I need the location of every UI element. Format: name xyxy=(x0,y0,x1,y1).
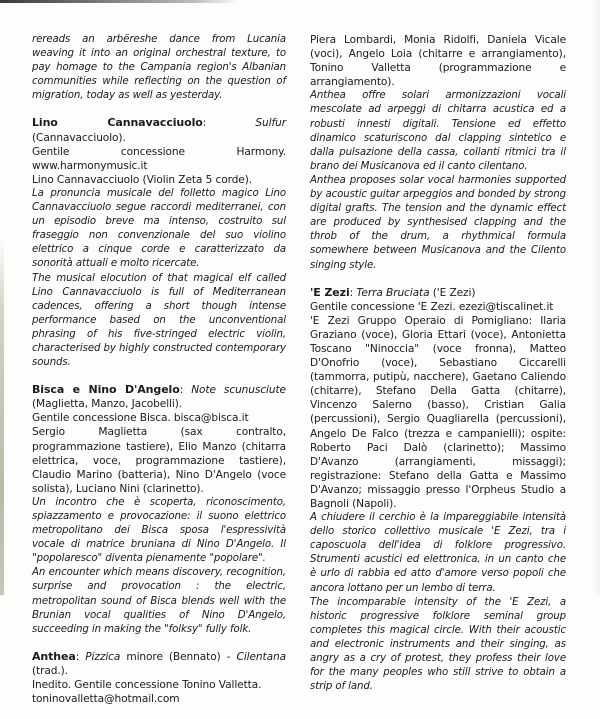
description-italian: A chiudere il cerchio è la impareggiabile intensità dello storico collettivo musicale 'E Zezi, tra i caposcuola dell'idea di folklore progressivo. Strumenti acustici ed elettronica, in un canto che è urlo di rabbia ed atto d'amore verso popoli che ancora lottano per un lembo di terra. xyxy=(310,512,566,594)
entry-anthea xyxy=(32,650,286,706)
composer-credit: (trad.). xyxy=(32,664,68,677)
entry-lino-cannavacciuolo xyxy=(32,116,286,370)
right-column xyxy=(310,33,566,707)
composer-credit: ('E Zezi) xyxy=(429,286,476,299)
entry-heading: 'E Zezi: Terra Bruciata ('E Zezi) xyxy=(310,285,476,299)
concession: Gentile concessione Harmony. www.harmonymusic.it xyxy=(32,145,286,172)
description-english: The musical elocution of that magical elf called Lino Cannavacciuolo is full of Mediterranean cadences, offering a short though intense performance based on the unconventional phrasing of his five-stringed electric violin, characterised by highly constructed contemporary sounds. xyxy=(32,272,286,369)
concession: Gentile concessione Bisca. bisca@bisca.it xyxy=(32,412,249,425)
scan-left-edge xyxy=(0,240,4,595)
concession: Inedito. Gentile concessione Tonino Valletta. xyxy=(32,679,262,692)
entry-heading: Anthea: Pizzica minore (Bennato) - Cilentana (trad.). xyxy=(32,649,286,677)
description-italian: Un incontro che è scoperta, riconoscimento, spiazzamento e provocazione: il suono elettrico metropolitano dei Bisca sposa l'espressività vocale di matrice bruniana di Nino D'Angelo. Il "popolaresco" diventa pienamente "popolare". xyxy=(32,496,286,565)
track-title: Note scunusciute xyxy=(191,384,286,397)
description-english: Anthea proposes solar vocal harmonies supported by acoustic guitar arpeggios and bonded by strong digital grafts. The tension and the dynamic effect are produced by synthesised clapping and the throb of the drum, a rhythmical formula somewhere between Musicanova and the Cilento singing style. xyxy=(310,174,566,271)
scan-top-edge xyxy=(0,0,240,3)
entry-heading: Lino Cannavacciuolo: Sulfur (Cannavacciuolo). xyxy=(32,116,286,144)
description-english: The incomparable intensity of the 'E Zezi, a historic progressive folklore seminal group completes this magical circle. With their acoustic and electronic instruments and their singing, as angry as a cry of protest, they profess their love for the many peoples who still strive to obtain a strip of land. xyxy=(310,596,566,693)
intro-continued xyxy=(32,33,286,103)
artist-name: 'E Zezi xyxy=(310,285,350,299)
personnel: Sergio Maglietta (sax contralto, programmazione tastiere), Elio Manzo (chitarra elettrica, voce, programmazione tastiere), Claudio Marino (batteria), Nino D'Angelo (voce solista), Luciano Nini (clarinetto). xyxy=(32,426,286,495)
personnel: Lino Cannavacciuolo (Violin Zeta 5 corde). xyxy=(32,173,253,186)
artist-name: Bisca e Nino D'Angelo xyxy=(32,383,180,397)
entry-heading: Bisca e Nino D'Angelo: Note scunusciute (Maglietta, Manzo, Jacobelli). xyxy=(32,383,286,411)
artist-name: Anthea xyxy=(32,649,76,663)
track-title: Pizzica xyxy=(85,650,121,663)
composer-credit: (Maglietta, Manzo, Jacobelli). xyxy=(32,398,183,411)
entry-anthea-continued xyxy=(310,33,566,273)
concession: Gentile concessione 'E Zezi. ezezi@tiscalinet.it xyxy=(310,300,554,313)
contact-email: toninovalletta@hotmail.com xyxy=(32,693,180,706)
description-english: An encounter which means discovery, recognition, surprise and provocation : the electric, metropolitan sound of Bisca blends well with the Brunian vocal qualities of Nino D'Angelo, succeeding in making the "folksy" fully folk. xyxy=(32,567,286,635)
description-italian: La pronuncia musicale del folletto magico Lino Cannavacciuolo segue raccordi mediterranei, con un episodio breve ma intenso, costruito sul fraseggio non convenzionale del suo violino elettrico a cinque corde e caratterizzato da sonorità attuali e molto ricercate. xyxy=(32,187,286,270)
composer-credit: (Cannavacciuolo). xyxy=(32,131,126,144)
left-column xyxy=(32,33,286,719)
entry-bisca-nino-dangelo xyxy=(32,383,286,637)
track-title: Terra Bruciata xyxy=(356,286,430,299)
entry-e-zezi xyxy=(310,286,566,695)
personnel: Piera Lombardi, Monia Ridolfi, Daniela Vicale (voci), Angelo Loia (chitarre e arrangiamento), Tonino Valletta (programmazione e arrangiamento). xyxy=(310,34,566,89)
scan-right-edge xyxy=(592,0,600,595)
description-italian: Anthea offre solari armonizzazioni vocali mescolate ad arpeggi di chitarra acustica ed a robusti innesti digitali. Tensione ed effetto dinamico scaturiscono dal clapping sintetico e dalla pulsazione della cassa, collanti ritmici tra il brano dei Musicanova ed il canto cilentano. xyxy=(310,90,566,172)
artist-name: Lino Cannavacciuolo xyxy=(32,116,203,130)
intro-text: rereads an arbëreshe dance from Lucania weaving it into an original orchestral texture, to pay homage to the Campania region's Albanian communities while reflecting on the question of migration, today as well as yesterday. xyxy=(32,34,286,102)
personnel: 'E Zezi Gruppo Operaio di Pomigliano: Ilaria Graziano (voce), Gloria Ettari (voce), Antonietta Toscano "Ninoccia" (voce fronna), Matteo D'Onofrio (voce), Sebastiano Ciccarelli (tammorra, putipù, nacchere), Gaetano Caliendo (chitarre), Stefano Della Gatta (chitarre), Vincenzo Salerno (basso), Cristian Galia (percussioni), Sergio Quagliarella (percussioni), Angelo De Falco (trezza e campanielli); ospite: Roberto Paci Dalò (clarinetto); Massimo D'Avanzo (arrangiamenti, missaggi); registrazione: Stefano della Gatta e Massimo D'Avanzo; missaggio presso l'Orpheus Studio a Bagnoli (Napoli). xyxy=(310,314,566,510)
track-title-2: Cilentana xyxy=(236,650,286,663)
track-title: Sulfur xyxy=(255,117,286,130)
